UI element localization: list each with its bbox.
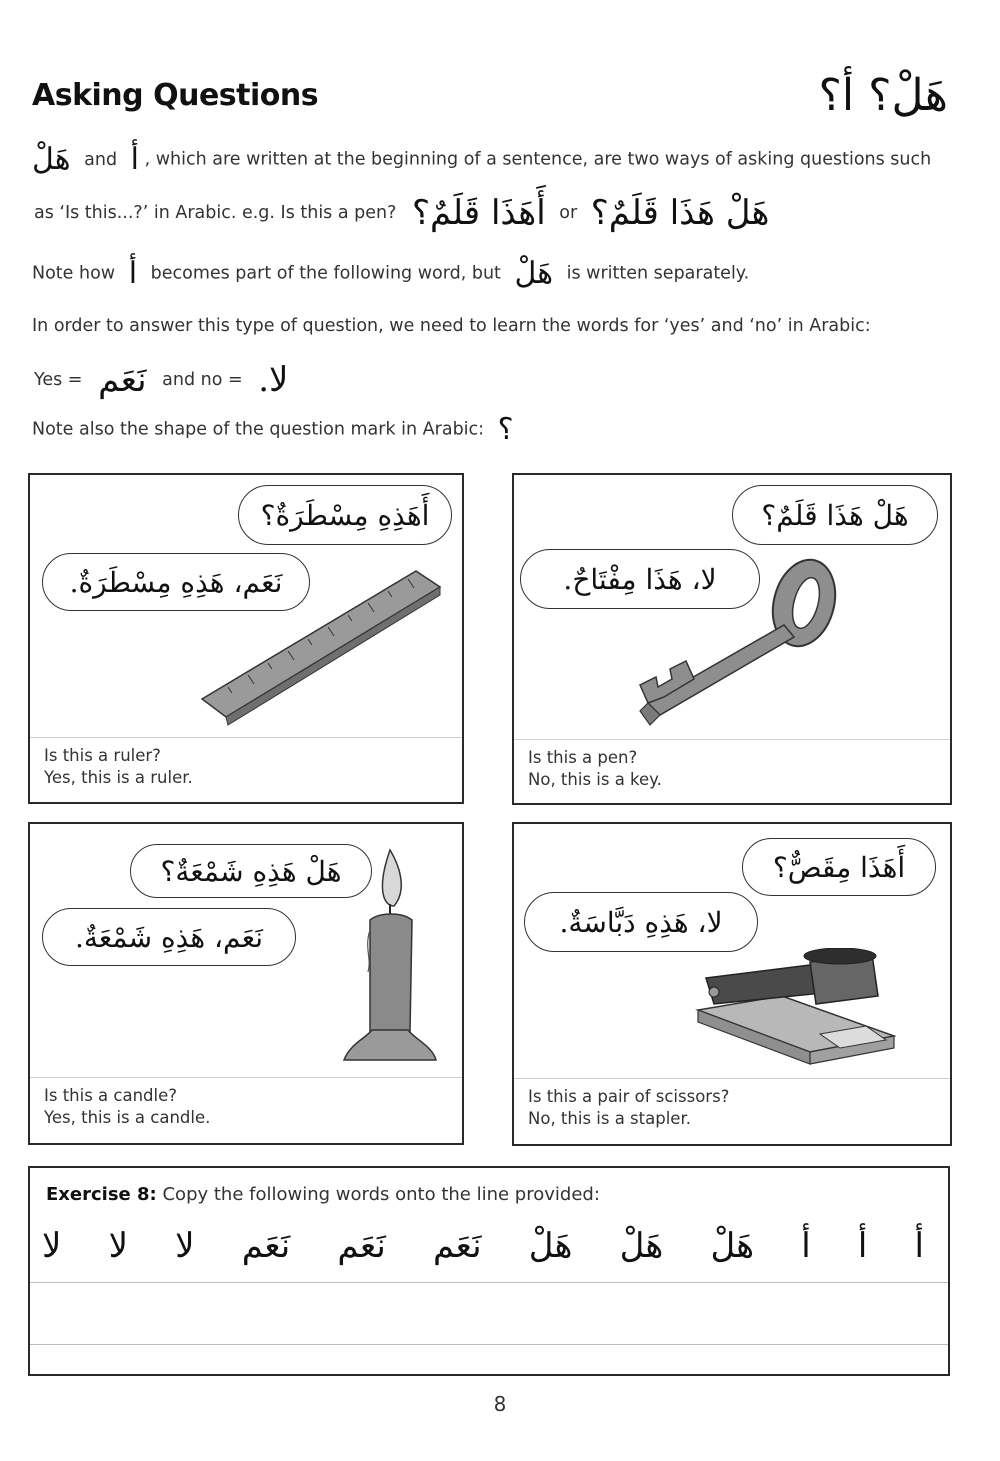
candle-icon (340, 848, 440, 1068)
exercise-word: نَعَم (337, 1226, 386, 1266)
exercise-word: هَلْ (710, 1226, 755, 1266)
arabic-question-mark: ؟ (497, 412, 514, 447)
exercise-word: أ (801, 1226, 811, 1266)
or-text: or (559, 203, 578, 223)
and-no-text: and no = (162, 370, 243, 390)
example-question-2: هَلْ هَذَا قَلَمٌ؟ (590, 193, 770, 233)
exercise-word: لا (175, 1226, 195, 1266)
intro-text-3b: becomes part of the following word, but (150, 263, 501, 284)
exercise-box (28, 1166, 950, 1376)
writing-line (30, 1282, 948, 1283)
writing-line[interactable] (30, 1344, 948, 1345)
exercise-word: أ (857, 1226, 868, 1266)
la-word: لا. (258, 360, 289, 400)
page-number: 8 (493, 1392, 507, 1416)
answer-bubble: نَعَم، هَذِهِ مِسْطَرَةٌ. (42, 553, 310, 611)
intro-paragraph-3 (32, 256, 749, 291)
page-title: Asking Questions (32, 78, 319, 113)
hal-word: هَلْ (32, 142, 71, 177)
caption-answer: Yes, this is a candle. (44, 1108, 211, 1127)
exercise-instruction: Copy the following words onto the line provided: (162, 1184, 600, 1205)
hal-word-2: هَلْ (514, 256, 554, 291)
intro-text-2: as ‘Is this...?’ in Arabic. e.g. Is this a pen? (34, 203, 397, 223)
question-bubble: هَلْ هَذَا قَلَمٌ؟ (732, 485, 938, 545)
example-question-1: أَهَذَا قَلَمٌ؟ (412, 193, 546, 233)
alif-word-2: أ (128, 256, 138, 291)
caption-question: Is this a pen? (528, 748, 638, 767)
key-icon (634, 555, 844, 730)
caption-answer: No, this is a stapler. (528, 1109, 691, 1128)
exercise-words (42, 1226, 924, 1266)
intro-text-1: , which are written at the beginning of a sentence, are two ways of asking questions such (144, 149, 932, 170)
caption-answer: No, this is a key. (528, 770, 662, 789)
exercise-word: نَعَم (241, 1226, 291, 1266)
exercise-title (46, 1184, 600, 1205)
intro-paragraph-6 (32, 412, 514, 447)
intro-paragraph-5 (34, 360, 288, 400)
answer-bubble: لا، هَذِهِ دَبَّاسَةٌ. (524, 892, 758, 952)
panel-stapler (512, 822, 952, 1146)
exercise-label: Exercise 8: (46, 1184, 157, 1205)
exercise-word: لا (42, 1226, 62, 1266)
caption-answer: Yes, this is a ruler. (44, 768, 193, 787)
question-bubble: أَهَذَا مِقَصٌّ؟ (742, 838, 936, 896)
intro-text-6: Note also the shape of the question mark in Arabic: (32, 419, 485, 440)
intro-text-3c: is written separately. (566, 263, 750, 284)
exercise-word: لا (108, 1226, 128, 1266)
question-bubble: هَلْ هَذِهِ شَمْعَةٌ؟ (130, 844, 372, 898)
exercise-word: نَعَم (433, 1226, 482, 1266)
panel-key (512, 473, 952, 805)
caption-question: Is this a candle? (44, 1086, 178, 1105)
and-text: and (84, 149, 118, 170)
caption-question: Is this a ruler? (44, 746, 161, 765)
intro-paragraph-2 (34, 193, 769, 233)
page-title-arabic: هَلْ؟ أ؟ (818, 70, 948, 121)
answer-bubble: نَعَم، هَذِهِ شَمْعَةٌ. (42, 908, 296, 966)
panel-candle (28, 822, 464, 1145)
intro-paragraph-4: In order to answer this type of question, we need to learn the words for ‘yes’ and ‘no’ in Arabic: (32, 316, 871, 336)
intro-text-3a: Note how (32, 263, 116, 284)
yes-text: Yes = (34, 370, 83, 390)
exercise-word: هَلْ (619, 1226, 664, 1266)
answer-bubble: لا، هَذَا مِفْتَاحٌ. (520, 549, 760, 609)
exercise-word: أ (914, 1226, 924, 1266)
caption-question: Is this a pair of scissors? (528, 1087, 730, 1106)
ruler-icon (198, 567, 443, 732)
question-bubble: أَهَذِهِ مِسْطَرَةٌ؟ (238, 485, 452, 545)
intro-paragraph-1 (32, 142, 931, 177)
naam-word: نَعَم (98, 360, 147, 400)
exercise-word: هَلْ (528, 1226, 573, 1266)
panel-ruler (28, 473, 464, 804)
stapler-icon (690, 948, 896, 1074)
alif-word: أ (130, 142, 139, 177)
